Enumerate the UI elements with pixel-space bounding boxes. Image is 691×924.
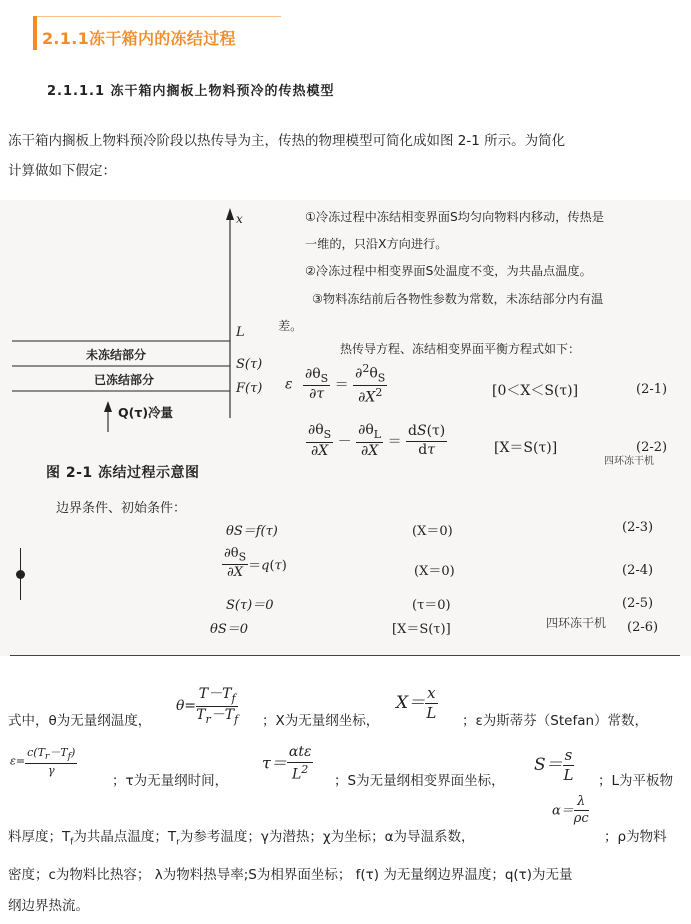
boundary-title: 边界条件、初始条件： xyxy=(56,501,187,516)
defs-line-2c: ；L为平板物 xyxy=(598,773,674,789)
bc-2-3-number: (2-3) xyxy=(622,520,654,535)
bc-2-4-cond: (X＝0) xyxy=(414,564,455,579)
cooling-arrow-head xyxy=(104,401,112,412)
subsection-title: 2.1.1.1 冻干箱内搁板上物料预冷的传热模型 xyxy=(47,84,335,99)
defs-line-1b: ；X为无量纲坐标， xyxy=(262,713,380,729)
defs-line-3 xyxy=(8,824,475,856)
layer-frozen-label: 已冻结部分 xyxy=(94,373,155,387)
defs-line-3a: 料厚度；T xyxy=(8,829,71,845)
bc-2-4-lhs: $\frac{\partial\theta_S}{\partial X}$ ＝q(τ) xyxy=(224,546,287,581)
equation-2-2-number: (2-2) xyxy=(636,440,668,455)
defs-line-3a-sub: f xyxy=(70,837,74,848)
assumption-2: ②冷冻过程中相变界面S处温度不变，为共晶点温度。 xyxy=(305,264,592,278)
assumption-1-line-2: 一维的，只沿X方向进行。 xyxy=(305,237,448,251)
equation-2-1: ε $\frac{\partial\theta_S}{\partial\tau}$ ＝ $\frac{\partial^2\theta_S}{\partial X^2}$ xyxy=(285,362,386,406)
bc-2-3-cond: (X＝0) xyxy=(412,524,453,539)
defs-line-3b-sub: r xyxy=(176,837,180,848)
bc-2-5-number: (2-5) xyxy=(622,596,654,611)
equation-2-1-number: (2-1) xyxy=(636,382,668,397)
cooling-label: Q(τ)冷量 xyxy=(118,405,174,420)
defs-line-4: 密度；c为物料比热容； λ为物料热导率;S为相界面坐标； f(τ) 为无量纲边界温度；q(τ)为无量 xyxy=(8,867,573,883)
margin-marker-dot xyxy=(16,570,25,579)
formula-S: S＝ $\frac{s}{L}$ xyxy=(534,746,574,784)
watermark-2: 四环冻干机 xyxy=(546,616,607,630)
label-L: L xyxy=(236,325,245,340)
defs-line-2b: ；S为无量纲相变界面坐标， xyxy=(334,773,505,789)
formula-tau: τ＝ $\frac{\text{αtε}}{L^2}$ xyxy=(262,744,312,783)
bc-2-5-lhs: S(τ)＝0 xyxy=(226,598,274,613)
defs-line-3d: ；ρ为物料 xyxy=(604,829,667,845)
defs-line-3c: 为参考温度；γ为潜热；χ为坐标；α为导温系数， xyxy=(179,829,475,845)
label-S: S(τ) xyxy=(236,357,263,372)
figure-bottom-rule xyxy=(10,655,680,656)
intro-line-1: 冻干箱内搁板上物料预冷阶段以热传导为主，传热的物理模型可简化成如图 2-1 所示。为简化 xyxy=(8,133,566,149)
defs-line-1c: ；ε为斯蒂芬（Stefan）常数， xyxy=(462,713,649,729)
label-F: F(τ) xyxy=(236,381,263,396)
formula-alpha: α＝ $\frac{\lambda}{\rho c}$ xyxy=(552,794,589,827)
defs-line-1a: 式中，θ为无量纲温度， xyxy=(8,713,152,729)
x-axis-arrow xyxy=(226,208,234,220)
bc-2-6-number: (2-6) xyxy=(627,620,659,635)
figure-caption: 图 2-1 冻结过程示意图 xyxy=(46,465,200,481)
bc-2-6-lhs: θS＝0 xyxy=(210,622,249,637)
assumption-1-line-1: ①冷冻过程中冻结相变界面S均匀向物料内移动，传热是 xyxy=(305,210,604,224)
defs-line-2a: ；τ为无量纲时间， xyxy=(112,773,229,789)
watermark-1: 四环冻干机 xyxy=(604,456,654,467)
section-accent-bar xyxy=(33,16,37,50)
bc-2-5-cond: (τ＝0) xyxy=(412,598,451,613)
bc-2-3-lhs: θS＝f(τ) xyxy=(226,524,278,539)
defs-line-3b: 为共晶点温度；T xyxy=(73,829,177,845)
intro-line-2: 计算做如下假定： xyxy=(8,163,116,179)
freezing-diagram xyxy=(0,200,303,490)
assumption-3-line-1: ③物料冻结前后各物性参数为常数，未冻结部分内有温 xyxy=(312,292,604,306)
section-title: 2.1.1冻干箱内的冻结过程 xyxy=(42,29,236,48)
defs-line-5: 纲边界热流。 xyxy=(8,898,89,914)
equation-intro: 热传导方程、冻结相变界面平衡方程式如下： xyxy=(340,342,581,356)
equation-2-2: $\frac{\partial\theta_S}{\partial X}$ － $\frac{\partial\theta_L}{\partial X}$ ＝ $\frac{dS(\tau)}{d\tau}$ xyxy=(308,422,446,459)
section-top-line xyxy=(37,16,281,17)
equation-2-2-condition: [X＝S(τ)] xyxy=(494,440,558,456)
bc-2-4-number: (2-4) xyxy=(622,563,654,578)
formula-epsilon: ε= $\frac{c(T_r-T_f)}{\gamma}$ xyxy=(10,746,76,777)
assumption-3-line-2: 差。 xyxy=(278,319,303,333)
x-axis-label: x xyxy=(236,212,243,226)
bc-2-6-cond: [X＝S(τ)] xyxy=(392,622,451,637)
equation-2-1-condition: [0＜X＜S(τ)] xyxy=(492,383,579,399)
layer-unfrozen-label: 未冻结部分 xyxy=(86,348,147,362)
formula-X: X＝ $\frac{x}{L}$ xyxy=(396,684,437,722)
formula-theta: θ= $\frac{T-T_f}{T_r-T_f}$ xyxy=(176,686,239,726)
